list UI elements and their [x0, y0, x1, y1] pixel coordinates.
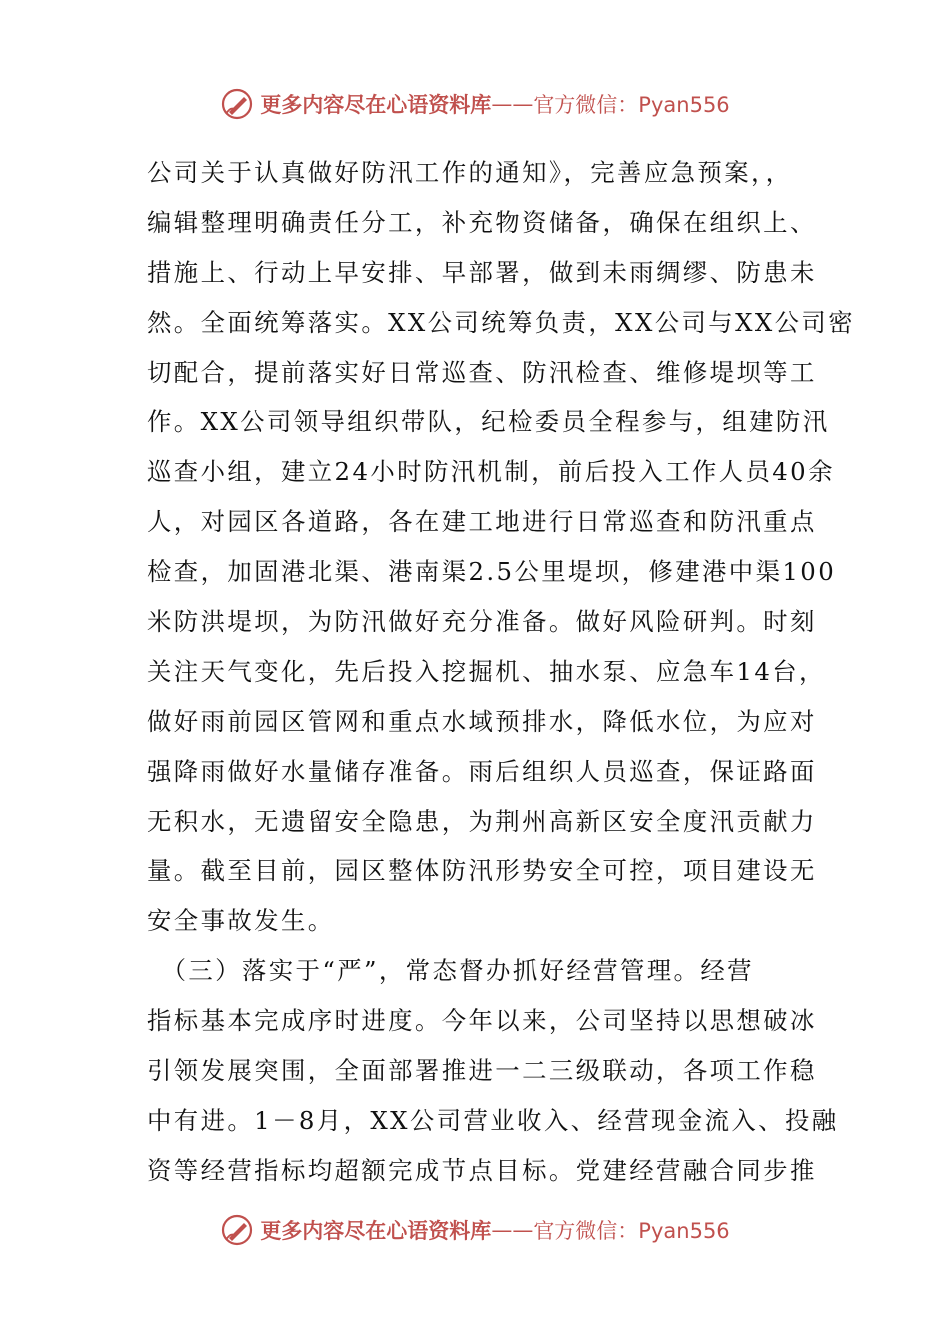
- body-line: 编辑整理明确责任分工，补充物资储备，确保在组织上、: [147, 207, 817, 237]
- watermark-brand: 更多内容尽在心语资料库: [260, 1219, 492, 1243]
- body-line: 关注天气变化，先后投入挖掘机、抽水泵、应急车14台，: [147, 656, 826, 686]
- body-line: 资等经营指标均超额完成节点目标。党建经营融合同步推: [147, 1155, 817, 1185]
- document-body: [147, 148, 855, 1196]
- section-heading-line: （三）落实于“严”，常态督办抓好经营管理。经营: [147, 956, 754, 986]
- watermark-dash: ——: [491, 1218, 534, 1242]
- watermark-wechat: 官方微信：Pyan556: [533, 1219, 730, 1243]
- watermark-wechat: 官方微信：Pyan556: [533, 93, 730, 117]
- body-line: 强降雨做好水量储存准备。雨后组织人员巡查，保证路面: [147, 756, 817, 786]
- watermark-header: [0, 84, 950, 124]
- body-line: 人，对园区各道路，各在建工地进行日常巡查和防汛重点: [147, 507, 817, 537]
- body-line: 安全事故发生。: [147, 906, 335, 936]
- body-line: 作。XX公司领导组织带队，纪检委员全程参与，组建防汛: [147, 407, 830, 437]
- body-line: 然。全面统筹落实。XX公司统筹负责，XX公司与XX公司密: [147, 307, 855, 337]
- pen-logo-icon: [220, 1213, 254, 1247]
- body-line: 米防洪堤坝，为防汛做好充分准备。做好风险研判。时刻: [147, 607, 817, 637]
- body-line: 引领发展突围，全面部署推进一二三级联动，各项工作稳: [147, 1056, 817, 1086]
- body-line: 做好雨前园区管网和重点水域预排水，降低水位，为应对: [147, 706, 817, 736]
- watermark-brand: 更多内容尽在心语资料库: [260, 93, 492, 117]
- body-line: 中有进。1－8月，XX公司营业收入、经营现金流入、投融: [147, 1105, 839, 1135]
- body-line: 巡查小组，建立24小时防汛机制，前后投入工作人员40余: [147, 457, 835, 487]
- body-line: 量。截至目前，园区整体防汛形势安全可控，项目建设无: [147, 856, 817, 886]
- watermark-footer: [0, 1210, 950, 1250]
- pen-logo-icon: [220, 87, 254, 121]
- body-line: 公司关于认真做好防汛工作的通知》，完善应急预案，，: [147, 158, 793, 187]
- body-line: 措施上、行动上早安排、早部署，做到未雨绸缪、防患未: [147, 257, 817, 287]
- body-line: 无积水，无遗留安全隐患，为荆州高新区安全度汛贡献力: [147, 806, 817, 836]
- body-line: 指标基本完成序时进度。今年以来，公司坚持以思想破冰: [147, 1006, 817, 1036]
- watermark-dash: ——: [491, 92, 534, 116]
- body-line: 检查，加固港北渠、港南渠2.5公里堤坝，修建港中渠100: [147, 557, 837, 587]
- body-line: 切配合，提前落实好日常巡查、防汛检查、维修堤坝等工: [147, 357, 817, 387]
